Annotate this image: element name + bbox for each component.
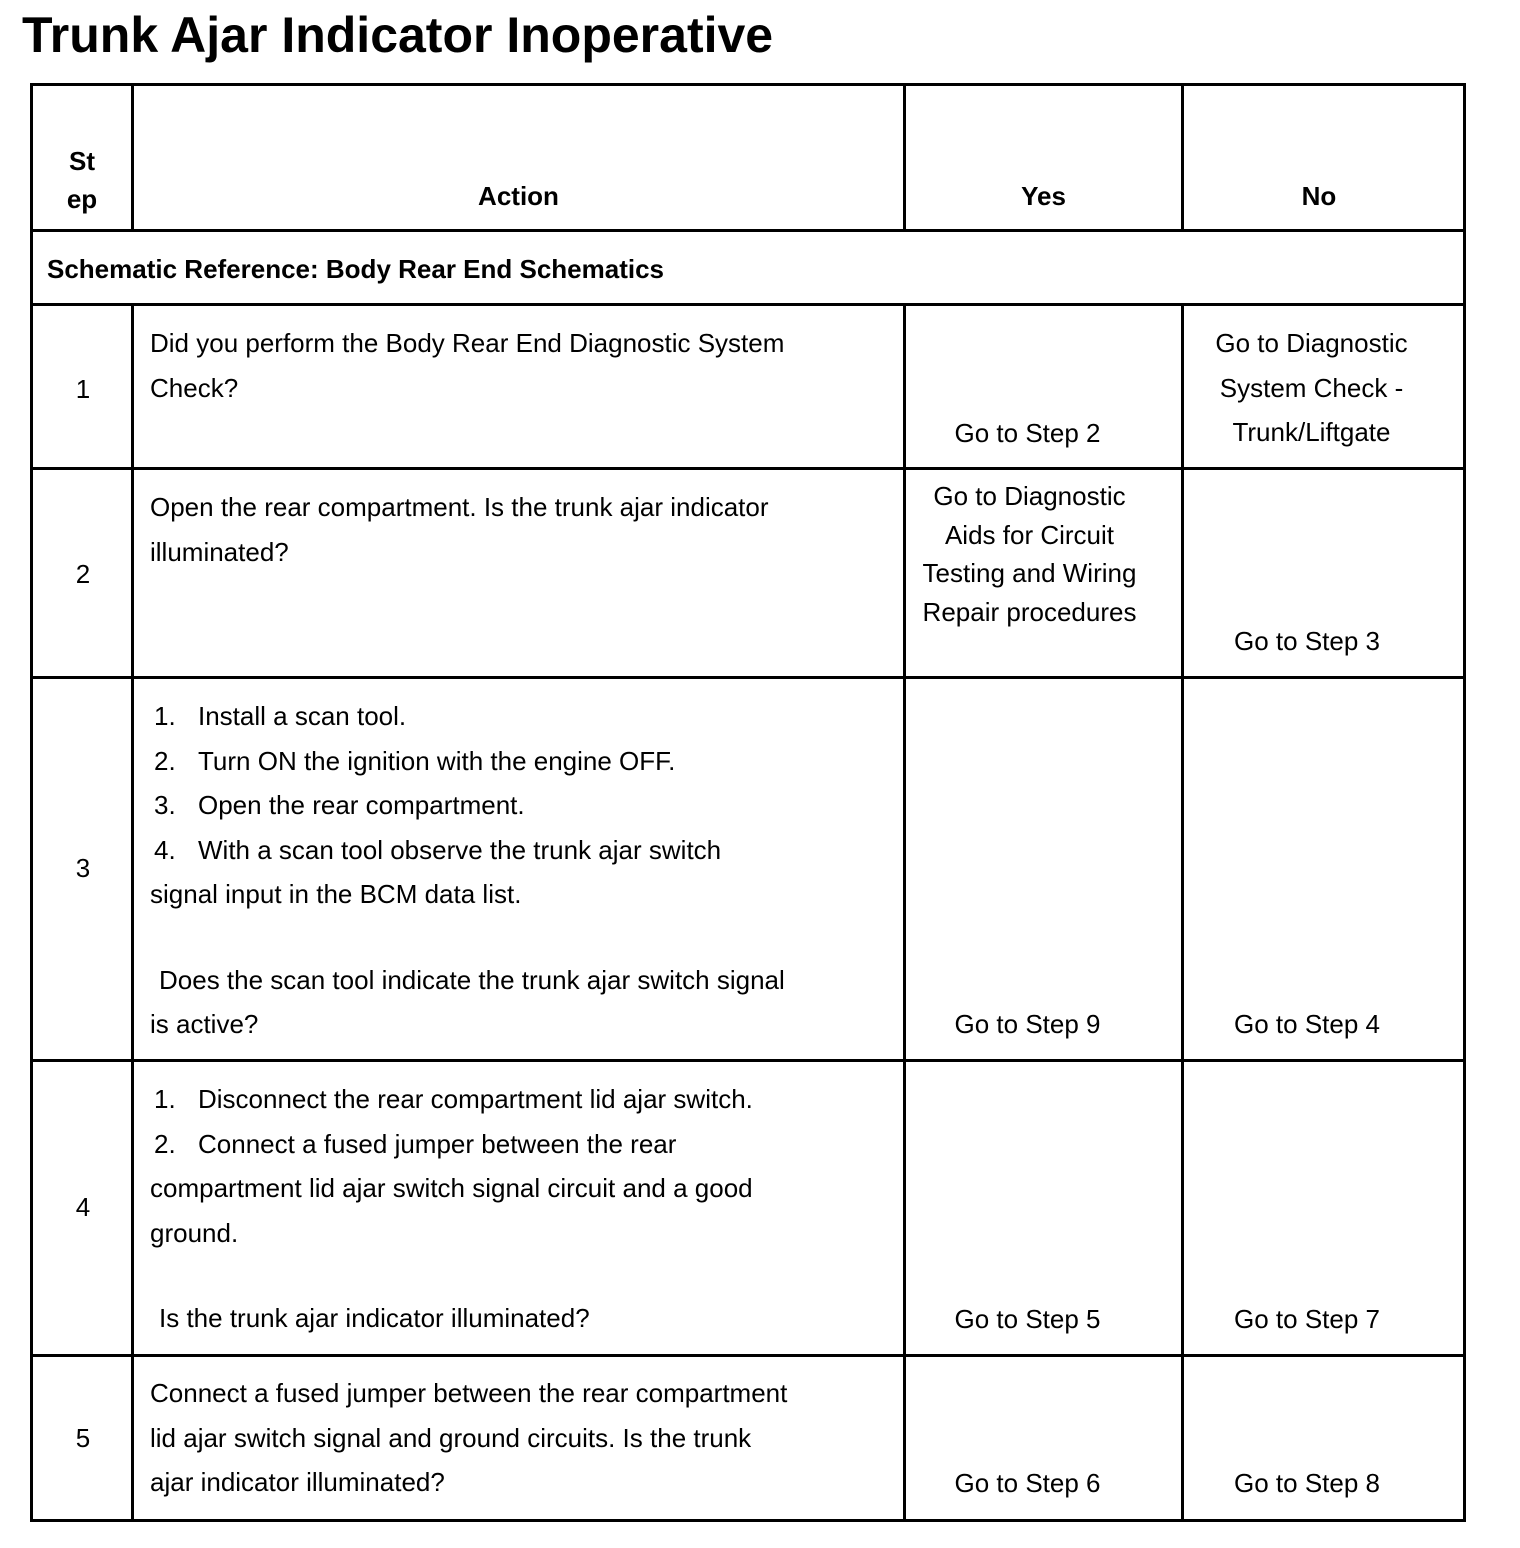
- list-item: 1. Install a scan tool.: [154, 701, 407, 731]
- step-number: 3: [75, 853, 91, 883]
- yes-result: Go to Step 2: [954, 418, 1101, 448]
- action-text: Connect a fused jumper between the rear compartment lid ajar switch signal and ground circuits. Is the trunk ajar indicator illuminated?: [150, 1378, 788, 1497]
- action-text: Did you perform the Body Rear End Diagnostic System Check?: [150, 328, 785, 403]
- yes-result: Go to Step 9: [954, 1009, 1101, 1039]
- action-text: Open the rear compartment. Is the trunk ajar indicator illuminated?: [150, 492, 769, 567]
- step-number: 2: [75, 559, 91, 589]
- header-action: Action: [478, 181, 559, 211]
- header-step: St ep: [66, 146, 98, 214]
- header-divider: [30, 229, 1466, 232]
- step-number: 1: [75, 374, 91, 404]
- column-divider: [131, 303, 134, 1522]
- list-item: 2. Connect a fused jumper between the rear: [154, 1128, 677, 1159]
- row-divider: [30, 676, 1466, 679]
- list-item: 3. Open the rear compartment.: [154, 790, 525, 820]
- no-result: Go to Step 7: [1234, 1304, 1380, 1334]
- schematic-reference: Schematic Reference: Body Rear End Schematics: [47, 254, 665, 284]
- row-divider: [30, 467, 1466, 470]
- row-divider: [30, 1354, 1466, 1357]
- header-yes: Yes: [1021, 181, 1066, 211]
- page-title: Trunk Ajar Indicator Inoperative: [22, 7, 774, 63]
- row-divider: [30, 1059, 1466, 1062]
- reference-divider: [30, 303, 1466, 306]
- no-result: Go to Step 8: [1234, 1468, 1380, 1498]
- yes-result: Go to Step 5: [954, 1304, 1101, 1334]
- action-text: 1. Disconnect the rear compartment lid ajar switch. 2. Connect a fused jumper between the rear compartment lid ajar switch signal circuit and a good ground. Is the trunk ajar indicator illuminated?: [150, 1077, 753, 1341]
- list-item: 2. Turn ON the ignition with the engine OFF.: [154, 745, 676, 776]
- yes-result: Go to Step 6: [954, 1468, 1101, 1498]
- no-result: Go to Step 3: [1234, 626, 1380, 656]
- action-text: 1. Install a scan tool. 2. Turn ON the ignition with the engine OFF. 3. Open the rear compartment. 4. With a scan tool observe the trunk ajar switch signal input in the BCM data list. Does the scan tool indicate the trunk ajar switch signal is active?: [150, 694, 785, 1047]
- no-result: Go to Diagnostic System Check - Trunk/Liftgate: [1215, 328, 1408, 447]
- yes-result: Go to Diagnostic Aids for Circuit Testing and Wiring Repair procedures: [922, 481, 1137, 627]
- list-item: 4. With a scan tool observe the trunk ajar switch: [154, 834, 722, 865]
- list-item: 1. Disconnect the rear compartment lid ajar switch.: [154, 1084, 753, 1114]
- step-number: 5: [75, 1423, 91, 1453]
- step-number: 4: [75, 1192, 91, 1222]
- header-no: No: [1301, 181, 1337, 211]
- no-result: Go to Step 4: [1234, 1009, 1380, 1039]
